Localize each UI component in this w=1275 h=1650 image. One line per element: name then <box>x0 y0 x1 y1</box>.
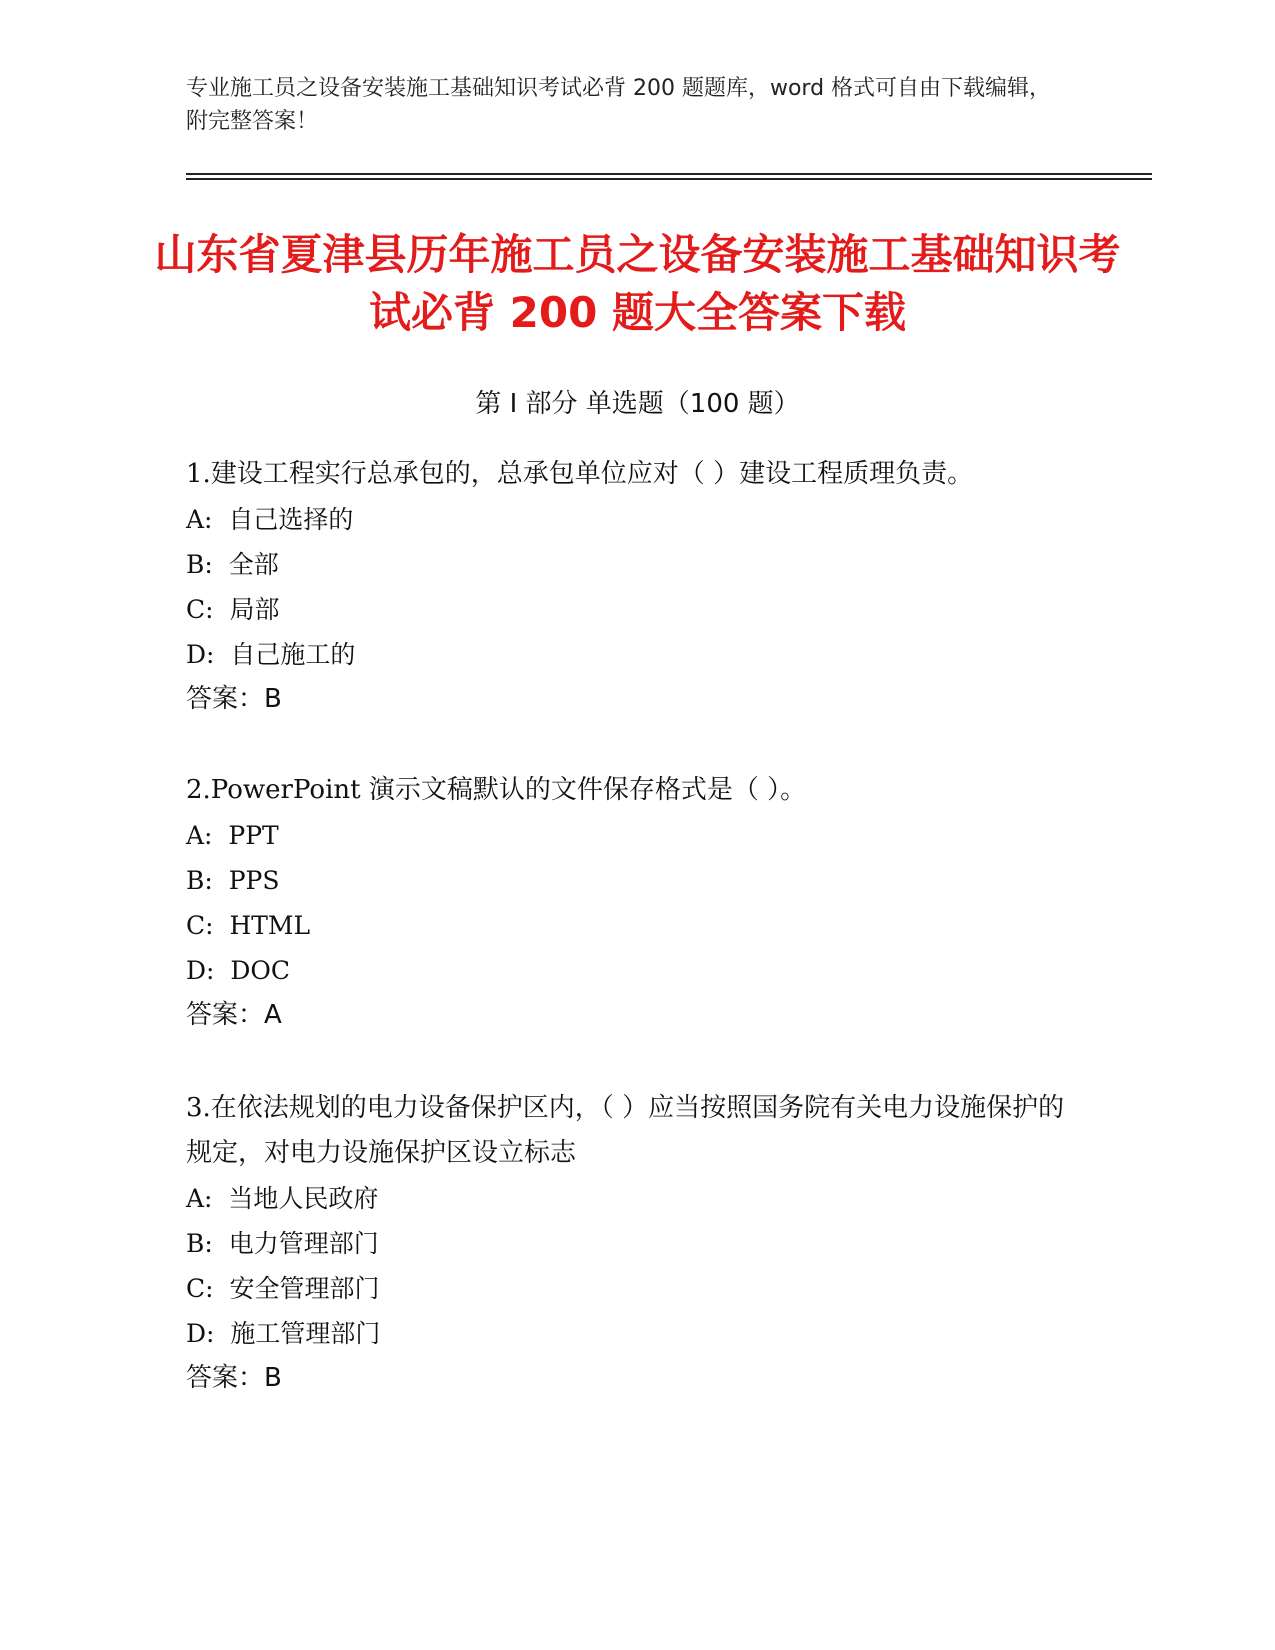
option-b: B: 电力管理部门 <box>186 1229 379 1258</box>
header-divider-bottom <box>186 178 1152 180</box>
option-a: A: 当地人民政府 <box>186 1184 379 1213</box>
option-b: B: PPS <box>186 866 280 895</box>
option-c: C: HTML <box>186 911 311 940</box>
option-c: C: 局部 <box>186 595 280 624</box>
question-1 <box>186 452 1086 722</box>
option-b: B: 全部 <box>186 550 279 579</box>
answer-line: 答案：A <box>186 1000 282 1030</box>
option-a: A: PPT <box>186 821 279 850</box>
question-stem: 2.PowerPoint 演示文稿默认的文件保存格式是（ ）。 <box>186 775 807 805</box>
header-note: 专业施工员之设备安装施工基础知识考试必背 200 题题库，word 格式可自由下载编辑，附完整答案！ <box>186 76 1052 134</box>
option-d: D: 自己施工的 <box>186 640 356 669</box>
question-stem: 3.在依法规划的电力设备保护区内，（ ）应当按照国务院有关电力设施保护的规定，对电力设施保护区设立标志 <box>186 1093 1065 1168</box>
option-a: A: 自己选择的 <box>186 505 354 534</box>
document-title: 山东省夏津县历年施工员之设备安装施工基础知识考试必背 200 题大全答案下载 <box>154 230 1121 337</box>
question-3 <box>186 1086 1086 1401</box>
option-d: D: DOC <box>186 956 291 985</box>
section-title: 第 I 部分 单选题（100 题） <box>475 389 800 419</box>
answer-line: 答案：B <box>186 1363 282 1393</box>
question-2 <box>186 768 1086 1038</box>
question-stem: 1.建设工程实行总承包的，总承包单位应对（ ）建设工程质理负责。 <box>186 459 974 489</box>
option-d: D: 施工管理部门 <box>186 1319 381 1348</box>
header-divider-top <box>186 173 1152 175</box>
option-c: C: 安全管理部门 <box>186 1274 380 1303</box>
answer-line: 答案：B <box>186 684 282 714</box>
